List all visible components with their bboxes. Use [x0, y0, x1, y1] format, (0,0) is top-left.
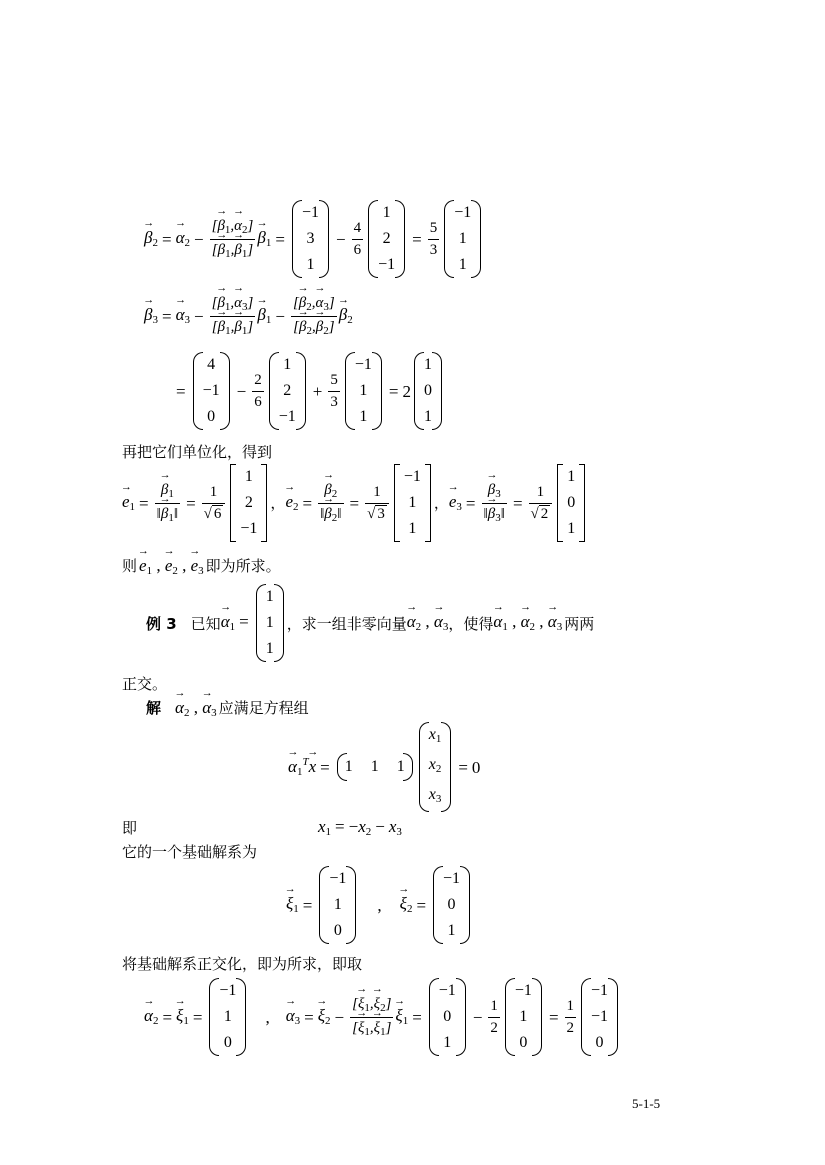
- formula-beta3-line1: → $\beta_3$ = → $\alpha_3$ − $\frac{[\to \beta_1,\to \alpha_3]}{[\to \beta_1,\to \beta_1]}$ → $\beta_1$ − $\frac{[\to \beta_2,\to \alpha_3]}{[\to \beta_2,\to \beta_2]}$ → $\beta_2$: [144, 294, 353, 339]
- text-orthogonalize-intro: 将基础解系正交化，即为所求，即取: [122, 955, 363, 973]
- text-basis-intro: 它的一个基础解系为: [122, 843, 258, 861]
- text-orthogonal: 正交。: [122, 675, 168, 693]
- matrix: −1 0 1: [429, 978, 466, 1056]
- example-label: 例 3: [146, 614, 177, 633]
- matrix: −1 1 1: [394, 464, 431, 542]
- formula-basis: → $\xi_1$ = −1 1 0 , → $\xi_2$ = −1 0 1: [286, 866, 473, 944]
- matrix: 1 2 −1: [269, 352, 306, 430]
- matrix: $x_1$ $x_2$ $x_3$: [419, 722, 452, 812]
- matrix: 1 1 1: [256, 584, 284, 662]
- example-3-statement: 例 3 已知 → $\alpha_1$ = 1 1 1 ，求一组非零向量 → $\alpha_2$ , → $\alpha_3$ ，使得 → $\alpha_1$ , → $\alpha_2$ , → $\alpha_3$ 两两: [146, 584, 594, 662]
- matrix: 1 2 −1: [368, 200, 405, 278]
- matrix: −1 1 0: [209, 978, 246, 1056]
- page-number: 5-1-5: [632, 1096, 661, 1111]
- matrix: −1 3 1: [292, 200, 329, 278]
- formula-unit-vectors: → $e_1$ = → $\frac{\beta_1}{‖\to \beta_1‖}$ = $\frac{1}{√ 6}$ 1 2 −1 ， → $e_2$ = → $\frac{\beta_2}{‖\to \beta_2‖}$ = $\frac{1}{√ 3}$ −1 1 1 ， → $e_3$ = → $\frac{\beta_3}{‖\to \beta_3‖}$ = $\frac{1}{√ 2}$ 1 0 1: [122, 464, 588, 542]
- matrix: −1 1 0: [505, 978, 542, 1056]
- matrix: −1 −1 0: [581, 978, 618, 1056]
- matrix: −1 0 1: [433, 866, 470, 944]
- formula-beta2: → $\beta_2$ = → $\alpha_2$ − $\frac{[\to \beta_1,\to \alpha_2]}{[\to \beta_1,\to \beta_1]}$ → $\beta_1$ = −1 3 1 − $\frac{4}{6}$ 1 2 −1 = $\frac{5}{3}$ −1 1 1: [144, 200, 484, 278]
- matrix: 1 0 1: [414, 352, 442, 430]
- formula-equation-system: → $\alpha_1^T\to x$ = 1 1 1 $x_1$ $x_2$ $x_3$ = 0: [288, 722, 480, 812]
- matrix: −1 1 1: [444, 200, 481, 278]
- matrix: 1 1 1: [337, 753, 413, 781]
- solution-intro: 解 → $\alpha_2$ , → $\alpha_3$ 应满足方程组: [146, 697, 309, 719]
- matrix: 1 0 1: [557, 464, 585, 542]
- matrix: −1 1 0: [319, 866, 356, 944]
- text-conclusion: 则 → $e_1$ , → $e_2$ , → $e_3$ 即为所求。: [122, 555, 281, 577]
- matrix: −1 1 1: [345, 352, 382, 430]
- text-ie: 即: [122, 819, 138, 837]
- formula-beta3-line2: = 4 −1 0 − $\frac{2}{6}$ 1 2 −1 + $\frac{5}{3}$ −1 1 1 = 2 1 0 1: [172, 352, 445, 430]
- matrix: 4 −1 0: [193, 352, 230, 430]
- formula-final: → $\alpha_2$ = → $\xi_1$ = −1 1 0 , → $\alpha_3$ = → $\xi_2$ − $\frac{[\to \xi_1,\to \xi_2]}{[\to \xi_1,\to \xi_1]}$ → $\xi_1$ = −1 0 1 − $\frac{1}{2}$ −1 1 0 = $\frac{1}{2}$ −1 −1 0: [144, 978, 621, 1056]
- matrix: 1 2 −1: [230, 464, 267, 542]
- formula-x1: $x_1 = -x_2 - x_3$: [318, 817, 402, 838]
- solution-label: 解: [146, 699, 162, 717]
- text-normalize-intro: 再把它们单位化，得到: [122, 443, 273, 461]
